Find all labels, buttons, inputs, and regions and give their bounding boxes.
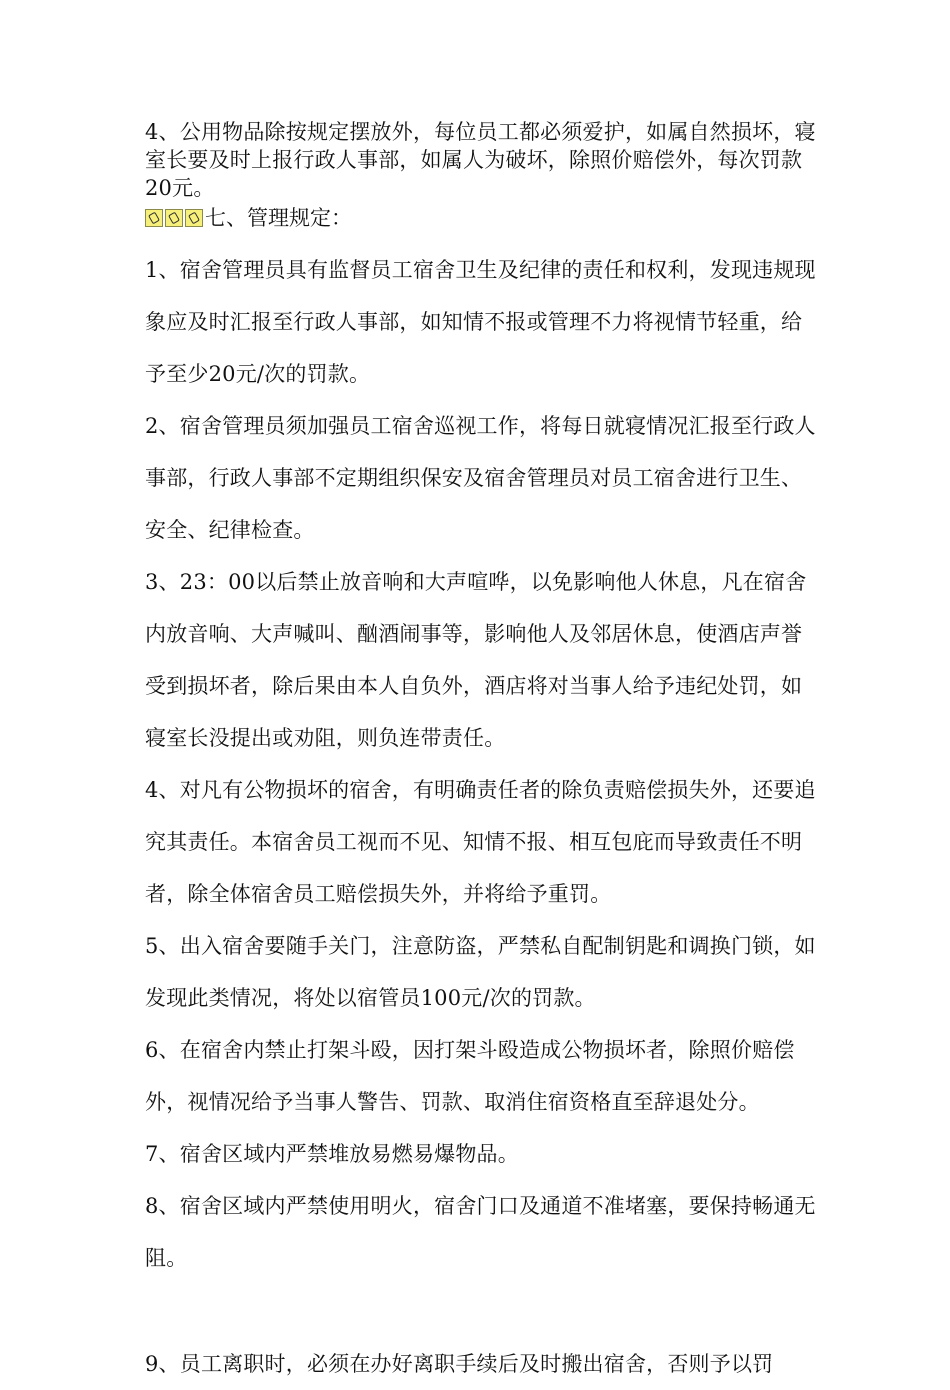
rule-item-7: 7、宿舍区域内严禁堆放易燃易爆物品。 (145, 1142, 519, 1166)
pencil-icon (165, 209, 183, 227)
pencil-icon (145, 209, 163, 227)
rule-item-6: 6、在宿舍内禁止打架斗殴，因打架斗殴造成公物损坏者，除照价赔偿外，视情况给予当事人警告、罚款、取消住宿资格直至辞退处分。 (145, 1038, 795, 1114)
rule-item-4: 4、对凡有公物损坏的宿舍，有明确责任者的除负责赔偿损失外，还要追究其责任。本宿舍员工视而不见、知情不报、相互包庇而导致责任不明者，除全体宿舍员工赔偿损失外，并将给予重罚。 (145, 778, 816, 906)
rule-item-9: 9、员工离职时，必须在办好离职手续后及时搬出宿舍，否则予以罚 (145, 1352, 774, 1376)
rule-item-2: 2、宿舍管理员须加强员工宿舍巡视工作，将每日就寝情况汇报至行政人事部，行政人事部不定期组织保安及宿舍管理员对员工宿舍进行卫生、安全、纪律检查。 (145, 414, 816, 542)
document-page (145, 118, 820, 1390)
rule-item-3: 3、23：00以后禁止放音响和大声喧哗，以免影响他人休息，凡在宿舍内放音响、大声喊叫、酗酒闹事等，影响他人及邻居休息，使酒店声誉受到损坏者，除后果由本人自负外，酒店将对当事人给予违纪处罚，如寝室长没提出或劝阻，则负连带责任。 (145, 570, 807, 750)
pencil-icon (185, 209, 203, 227)
rule-item-5: 5、出入宿舍要随手关门，注意防盗，严禁私自配制钥匙和调换门锁，如发现此类情况，将处以宿管员100元/次的罚款。 (145, 934, 816, 1010)
section-heading-text: 七、管理规定： (205, 206, 352, 230)
rule-item-1: 1、宿舍管理员具有监督员工宿舍卫生及纪律的责任和权利，发现违规现象应及时汇报至行政人事部，如知情不报或管理不力将视情节轻重，给予至少20元/次的罚款。 (145, 258, 816, 386)
section-heading (145, 204, 820, 232)
paragraph-item-4-public-goods: 4、公用物品除按规定摆放外，每位员工都必须爱护，如属自然损坏，寝室长要及时上报行政人事部，如属人为破坏，除照价赔偿外，每次罚款20元。 (145, 120, 816, 200)
rule-item-8: 8、宿舍区域内严禁使用明火，宿舍门口及通道不准堵塞，要保持畅通无阻。 (145, 1194, 816, 1270)
